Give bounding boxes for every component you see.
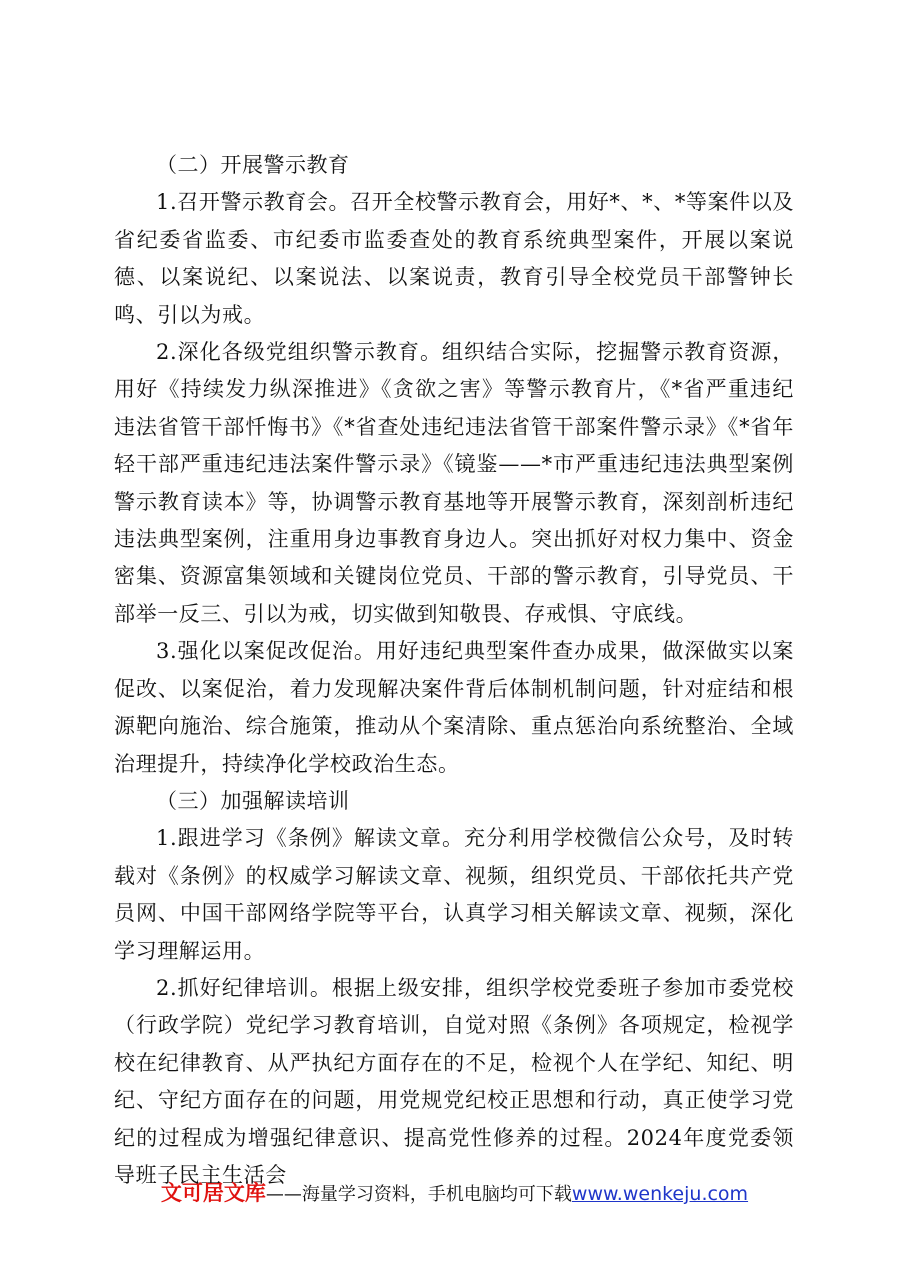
body-paragraph: 1.跟进学习《条例》解读文章。充分利用学校微信公众号，及时转载对《条例》的权威学习解读文章、视频，组织党员、干部依托共产党员网、中国干部网络学院等平台，认真学习相关解读文章、视频，深化学习理解运用。 <box>114 826 794 963</box>
body-paragraph: 1.召开警示教育会。召开全校警示教育会，用好*、*、*等案件以及省纪委省监委、市纪委市监委查处的教育系统典型案件，开展以案说德、以案说纪、以案说法、以案说责，教育引导全校党员干部警钟长鸣、引以为戒。 <box>114 190 794 327</box>
brand-name: 文可居文库 <box>160 1181 266 1205</box>
body-paragraph: 2.深化各级党组织警示教育。组织结合实际，挖掘警示教育资源，用好《持续发力纵深推进》《贪欲之害》等警示教育片，《*省严重违纪违法省管干部忏悔书》《*省查处违纪违法省管干部案件警示录》《*省年轻干部严重违纪违法案件警示录》《镜鉴——*市严重违纪违法典型案例警示教育读本》等，协调警示教育基地等开展警示教育，深刻剖析违纪违法典型案例，注重用身边事教育身边人。突出抓好对权力集中、资金密集、资源富集领域和关键岗位党员、干部的警示教育，引导党员、干部举一反三、引以为戒，切实做到知敬畏、存戒惧、守底线。 <box>114 340 794 626</box>
body-paragraph: 2.抓好纪律培训。根据上级安排，组织学校党委班子参加市委党校（行政学院）党纪学习教育培训，自觉对照《条例》各项规定，检视学校在纪律教育、从严执纪方面存在的不足，检视个人在学纪、知纪、明纪、守纪方面存在的问题，用党规党纪校正思想和行动，真正使学习党纪的过程成为增强纪律意识、提高党性修养的过程。2024年度党委领导班子民主生活会 <box>114 975 794 1187</box>
body-paragraph: 3.强化以案促改促治。用好违纪典型案件查办成果，做深做实以案促改、以案促治，着力发现解决案件背后体制机制问题，针对症结和根源靶向施治、综合施策，推动从个案清除、重点惩治向系统整治、全域治理提升，持续净化学校政治生态。 <box>114 639 794 776</box>
section-heading: （三）加强解读培训 <box>156 788 350 813</box>
footer-tagline: ——海量学习资料，手机电脑均可下载 <box>265 1184 572 1205</box>
footer-banner <box>0 1177 909 1207</box>
section-heading: （二）开展警示教育 <box>156 153 350 177</box>
document-body <box>114 147 794 1194</box>
website-link[interactable]: www.wenkeju.com <box>571 1183 749 1205</box>
